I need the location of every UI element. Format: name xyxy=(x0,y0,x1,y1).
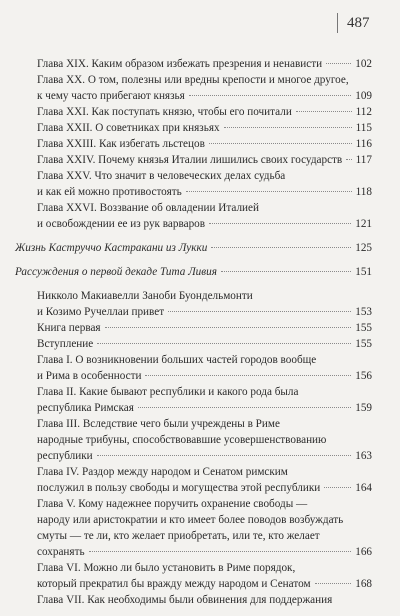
toc-entry-title: Рассуждения о первой декаде Тита Ливия xyxy=(15,266,217,278)
toc-entry xyxy=(37,529,372,543)
toc-entry-title: республика Римская xyxy=(37,402,134,414)
toc-entry xyxy=(37,433,372,447)
toc-entry-title: Глава XX. О том, полезны или вредны крепости и многое другое, xyxy=(37,74,349,86)
dot-leader xyxy=(324,487,351,488)
toc-entry xyxy=(37,89,372,103)
toc-entry-title: Никколо Макиавелли Заноби Буондельмонти xyxy=(37,290,253,302)
toc-entry-title: к чему часто прибегают князья xyxy=(37,90,185,102)
dot-leader xyxy=(296,111,352,112)
toc-entry xyxy=(15,241,372,255)
dot-leader xyxy=(89,551,352,552)
toc-page-number: 112 xyxy=(355,106,372,118)
toc-entry xyxy=(37,593,372,607)
toc-entry xyxy=(37,321,372,335)
toc-page-number: 166 xyxy=(355,546,372,558)
toc-entry-title: Глава XXI. Как поступать князю, чтобы его почитали xyxy=(37,106,292,118)
toc-entry-title: смуты — те ли, кто желает приобретать, или те, кто желает xyxy=(37,530,320,542)
toc-entry xyxy=(37,137,372,151)
toc-entry xyxy=(37,185,372,199)
toc-entry xyxy=(37,385,372,399)
toc-entry xyxy=(37,417,372,431)
dot-leader xyxy=(189,95,351,96)
dot-leader xyxy=(138,407,351,408)
toc-entry-title: Глава XXV. Что значит в человеческих делах судьба xyxy=(37,170,286,182)
toc-entry xyxy=(37,369,372,383)
toc-page-number: 163 xyxy=(355,450,372,462)
toc-page-number: 151 xyxy=(355,266,372,278)
toc-page-number: 117 xyxy=(355,154,372,166)
toc-page-number: 109 xyxy=(355,90,372,102)
toc-entry xyxy=(37,289,372,303)
toc-entry-title: который прекратил бы вражду между народом и Сенатом xyxy=(37,578,311,590)
toc-entry-title: Глава IV. Раздор между народом и Сенатом римским xyxy=(37,466,288,478)
toc-entry xyxy=(37,401,372,415)
toc-page-number: 115 xyxy=(355,122,372,134)
toc-entry-title: послужил в пользу свободы и могущества этой республики xyxy=(37,482,321,494)
toc-entry-title: и как ей можно противостоять xyxy=(37,186,182,198)
toc-entry-title: и Рима в особенности xyxy=(37,370,142,382)
toc-entry xyxy=(37,153,372,167)
toc-page-number: 159 xyxy=(355,402,372,414)
toc-entry xyxy=(37,449,372,463)
toc-entry xyxy=(37,201,372,215)
dot-leader xyxy=(209,223,351,224)
toc-entry xyxy=(15,265,372,279)
toc-entry-title: Жизнь Каструччо Кастракани из Лукки xyxy=(15,242,208,254)
toc-entry-title: Глава V. Кому надежнее поручить охранение свободы — xyxy=(37,498,308,510)
toc-page-number: 125 xyxy=(355,242,372,254)
toc-entry xyxy=(37,353,372,367)
toc-entry xyxy=(37,305,372,319)
toc-page-number: 168 xyxy=(355,578,372,590)
toc-entry-title: народу или аристократии и кто имеет более поводов возбуждать xyxy=(37,514,344,526)
dot-leader xyxy=(105,327,352,328)
dot-leader xyxy=(326,63,351,64)
dot-leader xyxy=(186,191,352,192)
dot-leader xyxy=(97,455,352,456)
toc-entry xyxy=(37,561,372,575)
dot-leader xyxy=(168,311,351,312)
toc-page-number: 121 xyxy=(355,218,372,230)
toc-page-number: 102 xyxy=(355,58,372,70)
dot-leader xyxy=(315,583,352,584)
toc-entry-title: Книга первая xyxy=(37,322,101,334)
toc-entry-title: Глава XXII. О советниках при князьях xyxy=(37,122,220,134)
dot-leader xyxy=(211,247,351,248)
dot-leader xyxy=(145,375,351,376)
toc-entry xyxy=(37,337,372,351)
toc-page-number: 164 xyxy=(355,482,372,494)
toc-page-number: 116 xyxy=(355,138,372,150)
toc-entry-title: Глава III. Вследствие чего были учреждены в Риме xyxy=(37,418,280,430)
toc-entry-title: и Козимо Ручеллаи привет xyxy=(37,306,165,318)
toc-page-number: 155 xyxy=(355,338,372,350)
toc-page-number: 118 xyxy=(355,186,372,198)
toc-entry-title: Глава VII. Как необходимы были обвинения для поддержания xyxy=(37,594,333,606)
toc-entry xyxy=(37,465,372,479)
toc-entry-title: сохранять xyxy=(37,546,85,558)
toc-entry-title: Вступление xyxy=(37,338,94,350)
toc-entry xyxy=(37,545,372,559)
dot-leader xyxy=(209,143,352,144)
toc-entry xyxy=(37,121,372,135)
toc-entry-title: республики xyxy=(37,450,93,462)
toc-entry xyxy=(37,481,372,495)
dot-leader xyxy=(221,271,351,272)
toc-entry xyxy=(37,217,372,231)
dot-leader xyxy=(346,159,351,160)
toc-entry xyxy=(37,105,372,119)
toc-entry xyxy=(37,497,372,511)
toc-entry-title: Глава VI. Можно ли было установить в Риме порядок, xyxy=(37,562,296,574)
toc-entry-title: народные трибуны, способствовавшие усовершенствованию xyxy=(37,434,327,446)
toc-entry xyxy=(37,513,372,527)
toc-entry-title: Глава XXIII. Как избегать льстецов xyxy=(37,138,205,150)
toc-entry-title: Глава XXIV. Почему князья Италии лишились своих государств xyxy=(37,154,343,166)
toc-entry-title: Глава XXVI. Воззвание об овладении Италией xyxy=(37,202,259,214)
toc-entry xyxy=(37,577,372,591)
toc-entry-title: Глава XIX. Каким образом избежать презрения и ненависти xyxy=(37,58,323,70)
toc-page-number: 155 xyxy=(355,322,372,334)
toc-page-number: 153 xyxy=(355,306,372,318)
toc-entry-title: и освобождении ее из рук варваров xyxy=(37,218,206,230)
dot-leader xyxy=(224,127,352,128)
toc-entry xyxy=(37,169,372,183)
dot-leader xyxy=(97,343,351,344)
toc-entry-title: Глава I. О возникновении больших частей городов вообще xyxy=(37,354,317,366)
toc-entry xyxy=(37,73,372,87)
toc-entry xyxy=(37,57,372,71)
toc-entry-title: Глава II. Какие бывают республики и какого рода была xyxy=(37,386,299,398)
toc-page-number: 156 xyxy=(355,370,372,382)
page-number: 487 xyxy=(337,13,389,33)
